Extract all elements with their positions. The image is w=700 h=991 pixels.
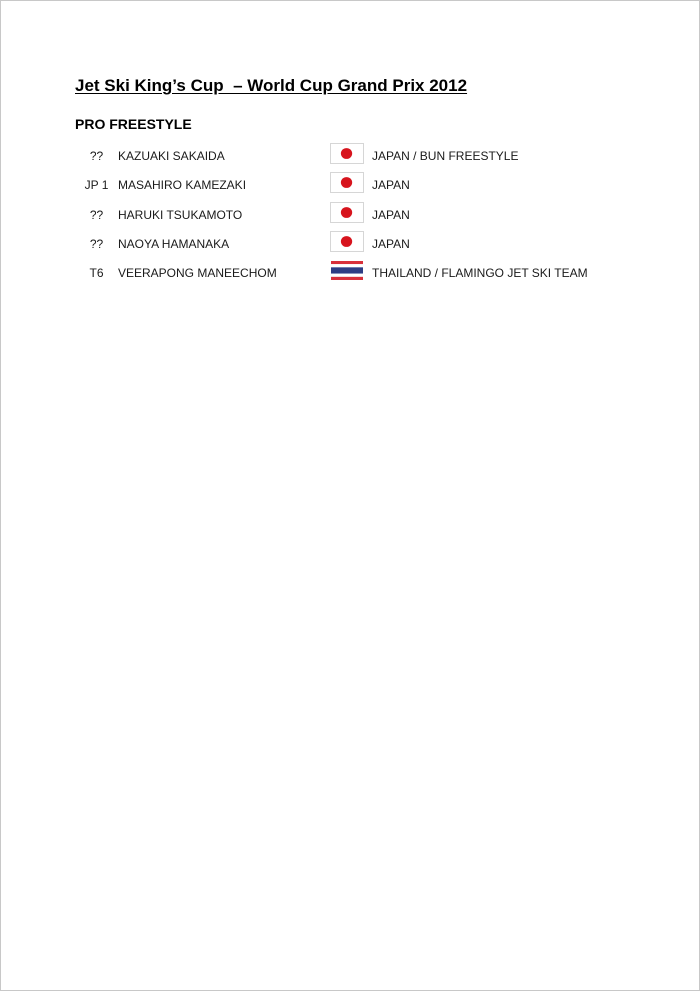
rider-number: ?? xyxy=(89,207,104,222)
japan-flag-icon xyxy=(330,231,364,252)
team-name: JAPAN xyxy=(372,236,410,251)
rider-name: MASAHIRO KAMEZAKI xyxy=(118,178,247,193)
document-title: Jet Ski King’s Cup – World Cup Grand Prix 2012 xyxy=(75,76,468,95)
entry-row xyxy=(1,170,700,199)
japan-flag-icon xyxy=(330,143,364,164)
entry-row xyxy=(1,258,700,287)
team-name: THAILAND / FLAMINGO JET SKI TEAM xyxy=(372,266,588,281)
team-name: JAPAN xyxy=(372,178,410,193)
team-name: JAPAN / BUN FREESTYLE xyxy=(372,149,519,163)
team-name: JAPAN xyxy=(372,207,410,222)
entry-list xyxy=(1,141,700,287)
rider-number: T6 xyxy=(89,266,104,281)
section-heading: PRO FREESTYLE xyxy=(75,116,192,132)
entry-row xyxy=(1,229,700,258)
rider-name: HARUKI TSUKAMOTO xyxy=(118,207,243,222)
rider-number: JP 1 xyxy=(84,178,109,193)
entry-row xyxy=(1,200,700,229)
rider-name: KAZUAKI SAKAIDA xyxy=(118,149,225,163)
thailand-flag-icon xyxy=(330,260,364,281)
rider-name: NAOYA HAMANAKA xyxy=(118,236,230,251)
entry-row xyxy=(1,141,700,170)
rider-name: VEERAPONG MANEECHOM xyxy=(118,266,277,281)
rider-number: ?? xyxy=(89,236,104,251)
rider-number: ?? xyxy=(89,149,104,163)
japan-flag-icon xyxy=(330,202,364,223)
japan-flag-icon xyxy=(330,172,364,193)
